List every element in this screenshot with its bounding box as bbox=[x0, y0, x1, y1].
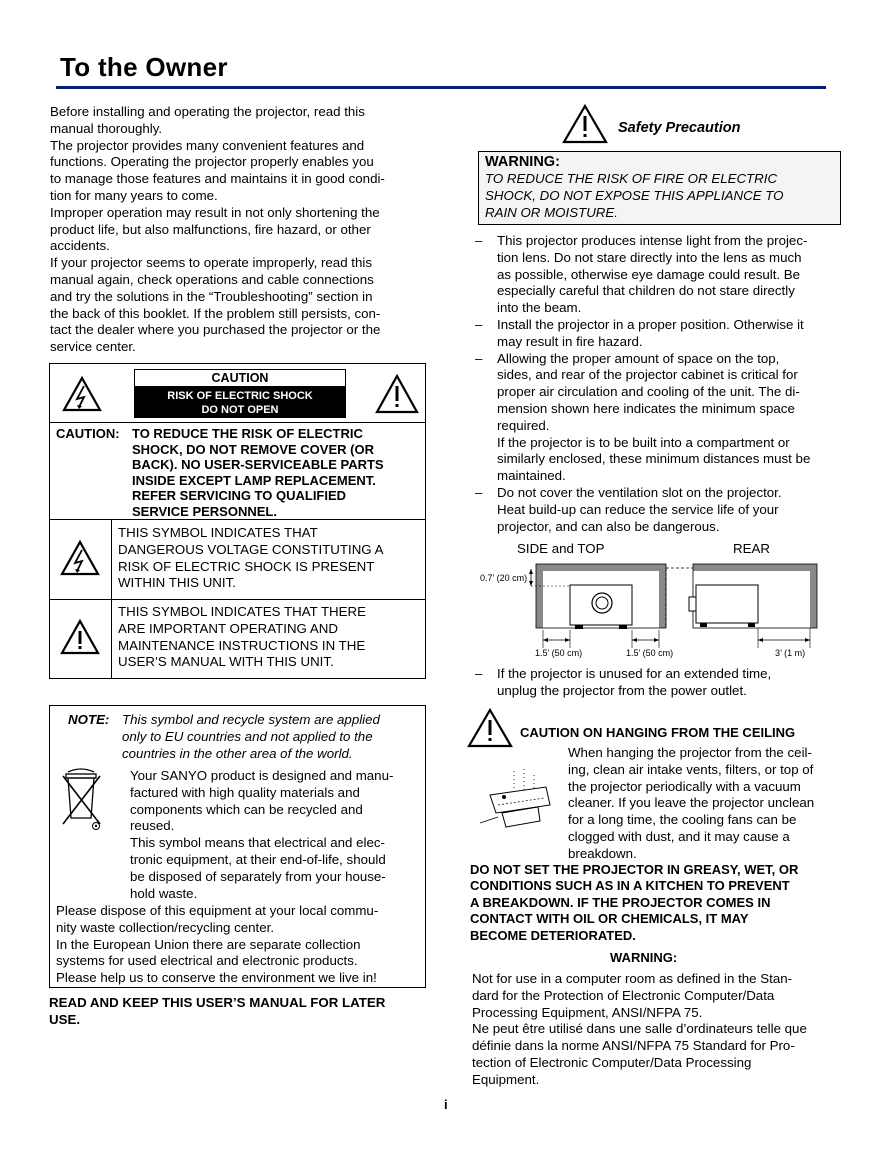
dash-marker: – bbox=[475, 350, 483, 366]
warning-line: RAIN OR MOISTURE. bbox=[485, 204, 618, 220]
caution-text bbox=[132, 426, 384, 520]
dash-marker: – bbox=[475, 666, 483, 681]
rear-label: REAR bbox=[733, 541, 770, 556]
safety-heading: Safety Precaution bbox=[618, 120, 741, 136]
list-line: mension shown here indicates the minimum space bbox=[497, 400, 795, 416]
note-text bbox=[122, 711, 380, 763]
list-line: projector, and can also be dangerous. bbox=[497, 518, 720, 534]
ceiling-line: clogged with dust, and it may cause a bbox=[568, 828, 790, 844]
exclamation-warning-icon bbox=[60, 619, 100, 655]
crossed-bin-icon bbox=[60, 766, 104, 832]
recycle-line: reused. bbox=[130, 818, 175, 834]
list-line: sides, and rear of the projector cabinet is critical for bbox=[497, 367, 798, 383]
greasy-line: CONTACT WITH OIL OR CHEMICALS, IT MAY bbox=[470, 911, 749, 927]
symbol-line: ARE IMPORTANT OPERATING AND bbox=[118, 620, 338, 636]
list-line: proper air circulation and cooling of the unit. The di- bbox=[497, 384, 800, 400]
recycle-line: be disposed of separately from your house- bbox=[130, 868, 386, 884]
list-item bbox=[471, 666, 867, 700]
note-line: This symbol and recycle system are applied bbox=[122, 712, 380, 727]
caution-line: TO REDUCE THE RISK OF ELECTRIC bbox=[132, 426, 363, 441]
list-item bbox=[471, 317, 851, 351]
note-line: only to EU countries and not applied to the bbox=[122, 729, 373, 745]
caution-text-row bbox=[50, 422, 425, 520]
intro-line: Before installing and operating the projector, read this bbox=[50, 104, 365, 119]
intro-line: tion for many years to come. bbox=[50, 187, 218, 203]
warning2-text bbox=[472, 971, 847, 1089]
dispose-line: nity waste collection/recycling center. bbox=[56, 919, 275, 935]
greasy-line: CONDITIONS SUCH AS IN A KITCHEN TO PREVENT bbox=[470, 878, 790, 894]
ceiling-line: breakdown. bbox=[568, 845, 637, 861]
ceiling-text bbox=[568, 745, 848, 863]
caution-label-line2: DO NOT OPEN bbox=[201, 404, 279, 416]
intro-line: accidents. bbox=[50, 238, 110, 254]
intro-line: service center. bbox=[50, 339, 136, 355]
caution-line: SERVICE PERSONNEL. bbox=[132, 503, 277, 519]
greasy-warning bbox=[470, 862, 798, 944]
list-line: may result in fire hazard. bbox=[497, 333, 643, 349]
dash-marker: – bbox=[475, 316, 483, 332]
note-line: countries in the other area of the world. bbox=[122, 746, 353, 762]
caution-prefix: CAUTION: bbox=[56, 426, 120, 441]
recycle-line: factured with high quality materials and bbox=[130, 784, 360, 800]
page-number: i bbox=[444, 1097, 448, 1112]
caution-label bbox=[134, 369, 346, 418]
intro-line: manual thoroughly. bbox=[50, 120, 163, 136]
read-keep-notice bbox=[49, 994, 385, 1028]
voltage-symbol-text bbox=[118, 525, 383, 592]
warning2-line: Processing Equipment, ANSI/NFPA 75. bbox=[472, 1004, 703, 1020]
page-title: To the Owner bbox=[60, 52, 228, 82]
dash-marker: – bbox=[475, 233, 483, 248]
warning-line: SHOCK, DO NOT EXPOSE THIS APPLIANCE TO bbox=[485, 187, 784, 203]
safety-list bbox=[471, 233, 851, 535]
clearance-diagram bbox=[478, 560, 850, 660]
intro-paragraph bbox=[50, 104, 430, 356]
list-line: Allowing the proper amount of space on the top, bbox=[497, 350, 780, 366]
caution-line: INSIDE EXCEPT LAMP REPLACEMENT. bbox=[132, 472, 376, 488]
symbol-line: USER’S MANUAL WITH THIS UNIT. bbox=[118, 654, 334, 670]
intro-line: The projector provides many convenient features and bbox=[50, 137, 365, 153]
warning-line: TO REDUCE THE RISK OF FIRE OR ELECTRIC bbox=[485, 171, 778, 186]
greasy-line: DO NOT SET THE PROJECTOR IN GREASY, WET, OR bbox=[470, 862, 799, 877]
caution-label-line1: RISK OF ELECTRIC SHOCK bbox=[167, 390, 313, 402]
dispose-line: Please dispose of this equipment at your local commu- bbox=[56, 903, 379, 918]
symbol-line: DANGEROUS VOLTAGE CONSTITUTING A bbox=[118, 541, 384, 557]
symbol-line: THIS SYMBOL INDICATES THAT bbox=[118, 525, 318, 540]
greasy-line: A BREAKDOWN. IF THE PROJECTOR COMES IN bbox=[470, 894, 771, 910]
caution-label-title: CAUTION bbox=[134, 369, 346, 387]
note-label: NOTE: bbox=[68, 712, 110, 727]
recycle-line: hold waste. bbox=[130, 885, 198, 901]
recycle-text bbox=[130, 768, 415, 902]
list-line: Install the projector in a proper position. Otherwise it bbox=[497, 316, 804, 332]
safety-warning-icon bbox=[562, 104, 608, 144]
left-dimension-label: 1.5’ (50 cm) bbox=[535, 648, 583, 658]
lightning-warning-icon bbox=[60, 540, 100, 576]
warning2-line: définie dans la norme ANSI/NFPA 75 Standard for Pro- bbox=[472, 1038, 795, 1054]
dispose-text bbox=[56, 903, 424, 987]
list-line: especially careful that children do not stare directly bbox=[497, 283, 795, 299]
recycle-line: tronic equipment, at their end-of-life, should bbox=[130, 851, 386, 867]
list-line: If the projector is to be built into a compartment or bbox=[497, 434, 790, 450]
title-rule bbox=[56, 86, 826, 89]
list-line: If the projector is unused for an extended time, bbox=[497, 666, 772, 681]
list-line: Heat build-up can reduce the service life of your bbox=[497, 501, 779, 517]
list-line: maintained. bbox=[497, 468, 566, 484]
caution-line: SHOCK, DO NOT REMOVE COVER (OR bbox=[132, 441, 374, 457]
intro-line: Improper operation may result in not only shortening the bbox=[50, 204, 380, 220]
intro-line: functions. Operating the projector properly enables you bbox=[50, 154, 374, 170]
warning-label: WARNING: bbox=[485, 154, 560, 170]
warning2-line: tection of Electronic Computer/Data Processing bbox=[472, 1054, 752, 1070]
instructions-symbol-row bbox=[50, 599, 425, 678]
ceiling-line: cleaner. If you leave the projector unclean bbox=[568, 795, 815, 811]
list-line: as possible, otherwise eye damage could result. Be bbox=[497, 266, 801, 282]
read-keep-line: READ AND KEEP THIS USER’S MANUAL FOR LATER bbox=[49, 995, 386, 1010]
list-line: Do not cover the ventilation slot on the projector. bbox=[497, 484, 782, 500]
instructions-symbol-text bbox=[118, 604, 366, 671]
symbol-line: MAINTENANCE INSTRUCTIONS IN THE bbox=[118, 637, 366, 653]
warning2-line: Not for use in a computer room as defined in the Stan- bbox=[472, 971, 793, 986]
recycle-line: Your SANYO product is designed and manu- bbox=[130, 768, 394, 783]
ceiling-warning-icon bbox=[467, 708, 513, 748]
ceiling-line: ing, clean air intake vents, filters, or top of bbox=[568, 761, 814, 777]
intro-line: tact the dealer where you purchased the projector or the bbox=[50, 322, 381, 338]
list-item bbox=[471, 351, 851, 485]
vacuum-projector-illustration bbox=[478, 765, 558, 835]
caution-box bbox=[49, 363, 426, 679]
instructions-symbol-cell bbox=[50, 599, 112, 678]
ceiling-heading: CAUTION ON HANGING FROM THE CEILING bbox=[520, 725, 796, 740]
warning2-line: Ne peut être utilisé dans une salle d’ordinateurs telle que bbox=[472, 1021, 807, 1037]
warning2-line: dard for the Protection of Electronic Computer/Data bbox=[472, 987, 775, 1003]
read-keep-line: USE. bbox=[49, 1012, 81, 1027]
intro-line: the back of this booklet. If the problem still persists, con- bbox=[50, 305, 381, 321]
recycle-line: components which can be recycled and bbox=[130, 801, 363, 817]
dispose-line: systems for used electrical and electronic products. bbox=[56, 953, 358, 969]
exclamation-warning-icon bbox=[375, 374, 419, 414]
list-line: similarly enclosed, these minimum distances must be bbox=[497, 451, 811, 467]
list-line: required. bbox=[497, 417, 550, 433]
dispose-line: Please help us to conserve the environment we live in! bbox=[56, 970, 377, 986]
dispose-line: In the European Union there are separate collection bbox=[56, 936, 361, 952]
voltage-symbol-cell bbox=[50, 519, 112, 599]
caution-label-row bbox=[50, 364, 425, 423]
dash-marker: – bbox=[475, 484, 483, 500]
greasy-line: BECOME DETERIORATED. bbox=[470, 927, 636, 943]
top-dimension-label: 0.7’ (20 cm) bbox=[480, 573, 528, 583]
right-dimension-label: 1.5’ (50 cm) bbox=[626, 648, 674, 658]
list-line: This projector produces intense light from the projec- bbox=[497, 233, 808, 248]
voltage-symbol-row bbox=[50, 519, 425, 600]
warning2-line: Equipment. bbox=[472, 1071, 540, 1087]
intro-line: If your projector seems to operate improperly, read this bbox=[50, 255, 372, 271]
intro-line: manual again, check operations and cable connections bbox=[50, 271, 374, 287]
list-line: tion lens. Do not stare directly into the lens as much bbox=[497, 249, 802, 265]
recycle-line: This symbol means that electrical and elec- bbox=[130, 835, 385, 851]
warning2-label: WARNING: bbox=[610, 950, 678, 965]
note-box bbox=[49, 705, 426, 988]
intro-line: product life, but also malfunctions, fire hazard, or other bbox=[50, 221, 371, 237]
side-top-label: SIDE and TOP bbox=[517, 541, 605, 556]
warning-box bbox=[478, 151, 841, 225]
list-item bbox=[471, 485, 851, 535]
symbol-line: THIS SYMBOL INDICATES THAT THERE bbox=[118, 604, 367, 619]
caution-line: REFER SERVICING TO QUALIFIED bbox=[132, 488, 347, 504]
intro-line: to manage those features and maintains it in good condi- bbox=[50, 171, 385, 187]
intro-line: and try the solutions in the “Troubleshooting” section in bbox=[50, 288, 373, 304]
list-item bbox=[471, 233, 851, 317]
lightning-warning-icon bbox=[62, 376, 102, 412]
symbol-line: RISK OF ELECTRIC SHOCK IS PRESENT bbox=[118, 558, 375, 574]
rear-dimension-label: 3’ (1 m) bbox=[775, 648, 806, 658]
caution-line: BACK). NO USER-SERVICEABLE PARTS bbox=[132, 457, 384, 473]
ceiling-line: the projector periodically with a vacuum bbox=[568, 778, 801, 794]
ceiling-line: When hanging the projector from the ceil- bbox=[568, 745, 812, 760]
symbol-line: WITHIN THIS UNIT. bbox=[118, 575, 236, 591]
caution-label-body bbox=[134, 387, 346, 418]
list-line: unplug the projector from the power outlet. bbox=[497, 682, 747, 698]
list-line: into the beam. bbox=[497, 300, 582, 316]
ceiling-line: for a long time, the cooling fans can be bbox=[568, 812, 797, 828]
